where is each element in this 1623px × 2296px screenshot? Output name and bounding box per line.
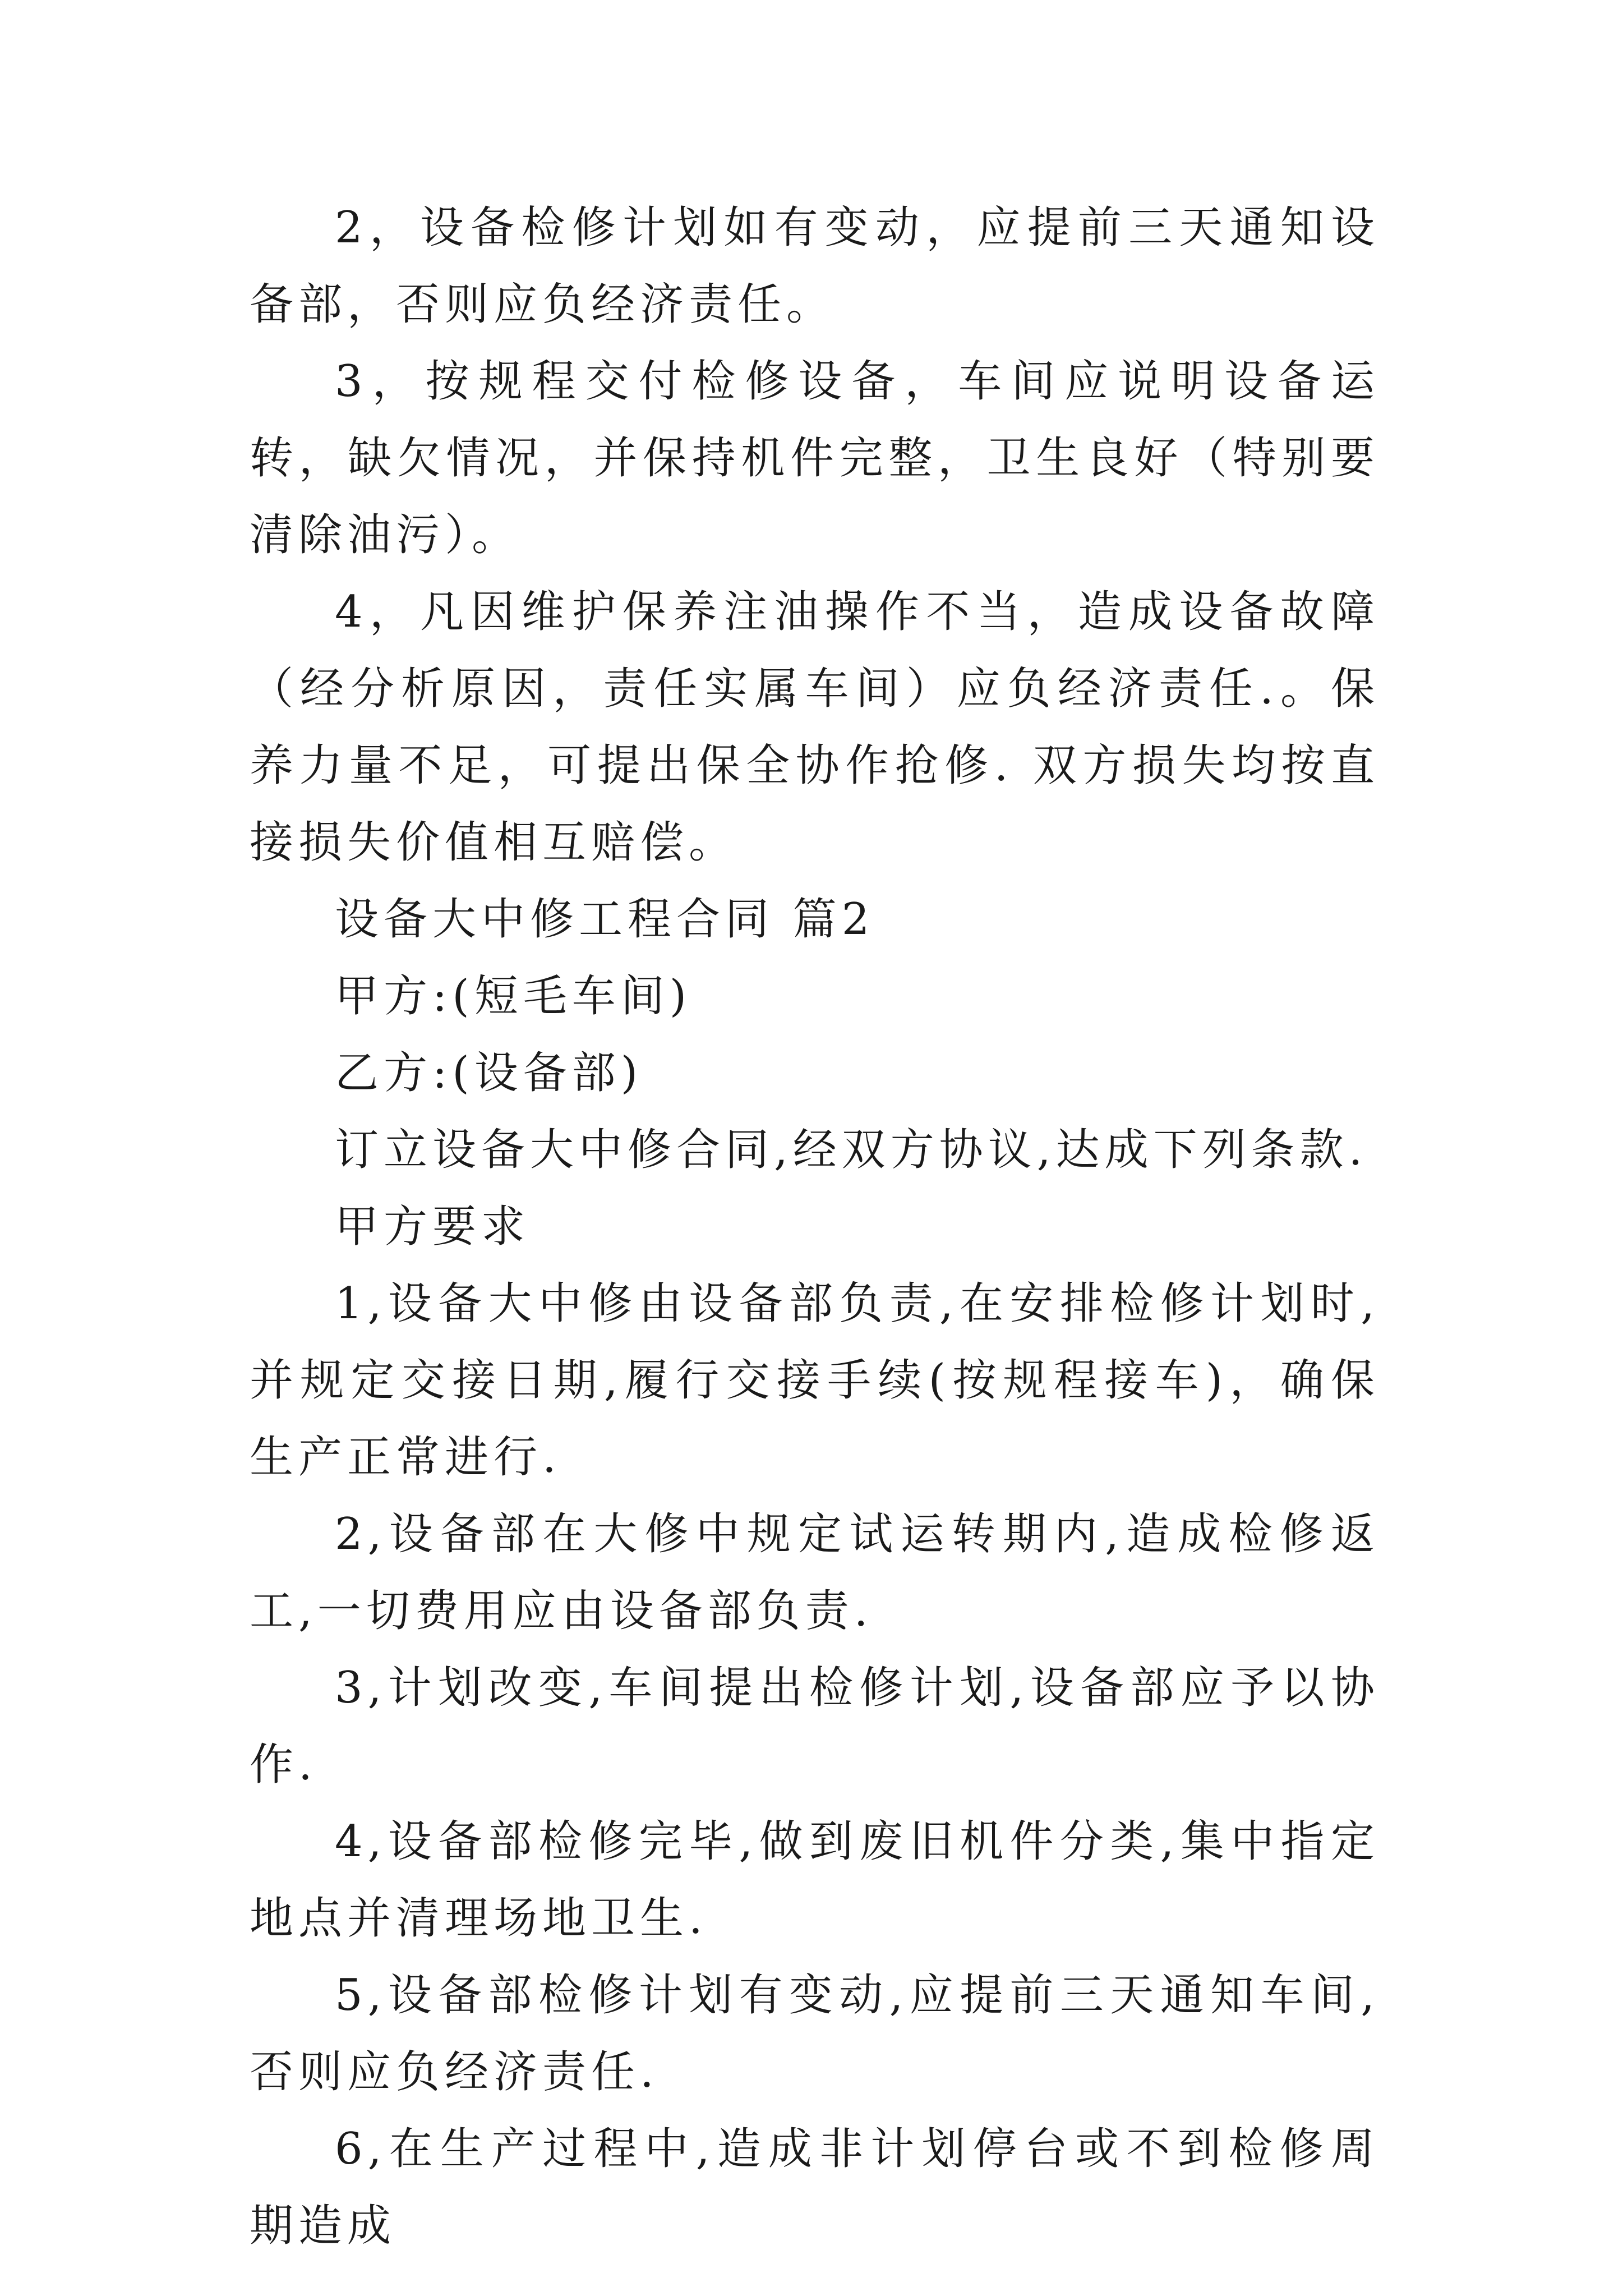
contract-preamble: 订立设备大中修合同,经双方协议,达成下列条款. (335, 1125, 1368, 1175)
paragraph-clause-4: 4，凡因维护保养注油操作不当，造成设备故障（经分析原因，责任实属车间）应负经济责任.。保养力量不足，可提出保全协作抢修. 双方损失均按直接损失价值相互赔偿。 (250, 587, 1380, 868)
party-a: 甲方:(短毛车间) (335, 971, 692, 1022)
paragraph-clause-2: 2，设备检修计划如有变动，应提前三天通知设备部，否则应负经济责任。 (250, 203, 1380, 330)
section-title: 设备大中修工程合同 篇2 (335, 894, 875, 945)
requirement-2: 2,设备部在大修中规定试运转期内,造成检修返工,一切费用应由设备部负责. (250, 1509, 1380, 1636)
requirement-1: 1,设备大中修由设备部负责,在安排检修计划时,并规定交接日期,履行交接手续(按规程接车)，确保生产正常进行. (250, 1278, 1380, 1483)
requirement-6: 6,在生产过程中,造成非计划停台或不到检修周期造成 (250, 2124, 1380, 2251)
requirement-4: 4,设备部检修完毕,做到废旧机件分类,集中指定地点并清理场地卫生. (250, 1816, 1380, 1944)
party-a-requirements-heading: 甲方要求 (335, 1202, 531, 1252)
requirement-3: 3,计划改变,车间提出检修计划,设备部应予以协作. (250, 1663, 1380, 1790)
paragraph-clause-3: 3，按规程交付检修设备，车间应说明设备运转，缺欠情况，并保持机件完整，卫生良好（特别要清除油污）。 (250, 356, 1380, 560)
party-b: 乙方:(设备部) (335, 1048, 643, 1098)
requirement-5: 5,设备部检修计划有变动,应提前三天通知车间,否则应负经济责任. (250, 1970, 1380, 2097)
document-body (250, 190, 1380, 2265)
